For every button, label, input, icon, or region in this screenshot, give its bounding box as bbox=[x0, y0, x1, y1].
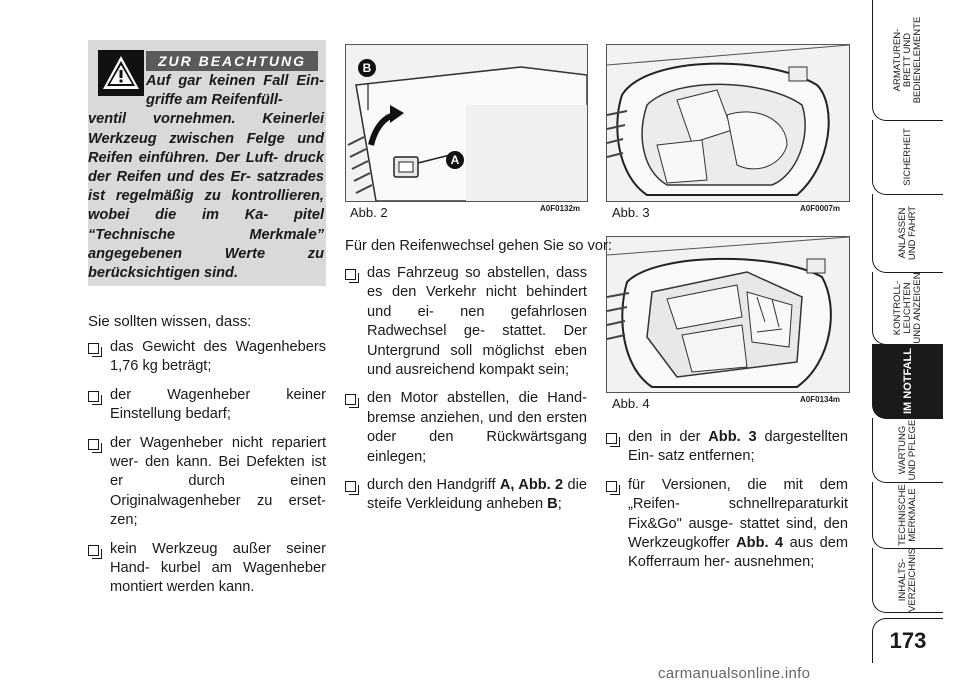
middle-list bbox=[345, 264, 587, 524]
chapter-sidebar bbox=[872, 0, 960, 692]
right-list bbox=[606, 428, 848, 582]
figure-abb2 bbox=[345, 44, 588, 202]
warning-title: ZUR BEACHTUNG bbox=[146, 51, 318, 71]
code-abb3: A0F0007m bbox=[800, 204, 841, 213]
list-item: der Wagenheber nicht repariert wer- den kann. Bei Defekten ist er durch einen Originalwagenheber zu erset- zen; bbox=[88, 434, 326, 531]
tab-inhaltsverzeichnis[interactable]: INHALTS- VERZEICHNIS bbox=[872, 548, 943, 613]
trunk-illustration-abb2 bbox=[346, 45, 587, 201]
list-item: den in der Abb. 3 dargestellten Ein- satz entfernen; bbox=[606, 428, 848, 467]
tab-technische-merkmale[interactable]: TECHNISCHE MERKMALE bbox=[872, 482, 943, 549]
page-number: 173 bbox=[872, 618, 943, 663]
trunk-insert-illustration-abb3 bbox=[607, 45, 849, 201]
middle-intro: Für den Reifenwechsel gehen Sie so vor: bbox=[345, 238, 612, 254]
tab-kontrollleuchten[interactable]: KONTROLL- LEUCHTEN UND ANZEIGEN bbox=[872, 272, 943, 345]
figure-abb4 bbox=[606, 236, 850, 393]
checkbox-bullet-icon bbox=[345, 481, 356, 492]
tab-anlassen[interactable]: ANLASSEN UND FAHRT bbox=[872, 194, 943, 273]
code-abb4: A0F0134m bbox=[800, 395, 841, 404]
tab-im-notfall[interactable]: IM NOTFALL bbox=[872, 344, 943, 419]
list-item: der Wagenheber keiner Einstellung bedarf; bbox=[88, 386, 326, 425]
list-item: das Gewicht des Wagenhebers 1,76 kg beträgt; bbox=[88, 338, 326, 377]
checkbox-bullet-icon bbox=[88, 343, 99, 354]
list-item: kein Werkzeug außer seiner Hand- kurbel am Wagenheber montiert werden kann. bbox=[88, 540, 326, 598]
warning-text bbox=[88, 72, 324, 283]
checkbox-bullet-icon bbox=[345, 394, 356, 405]
callout-b: B bbox=[358, 59, 376, 77]
checkbox-bullet-icon bbox=[345, 269, 356, 280]
warning-text-first: Auf gar keinen Fall Ein- griffe am Reifenfüll- bbox=[146, 73, 324, 109]
checkbox-bullet-icon bbox=[606, 433, 617, 444]
callout-a: A bbox=[446, 151, 464, 169]
tab-sicherheit[interactable]: SICHERHEIT bbox=[872, 120, 943, 195]
figure-abb3 bbox=[606, 44, 850, 202]
tab-wartung[interactable]: WARTUNG UND PFLEGE bbox=[872, 418, 943, 483]
checkbox-bullet-icon bbox=[88, 391, 99, 402]
list-item: das Fahrzeug so abstellen, dass es den Verkehr nicht behindert und ei- nen gefahrlosen Radwechsel ge- stattet. Der Untergrund soll möglichst eben und ausreichend kompakt sein; bbox=[345, 264, 587, 380]
caption-abb3: Abb. 3 bbox=[612, 205, 650, 220]
list-item: den Motor abstellen, die Hand- bremse anziehen, und den ersten oder den Rückwärtsgang einlegen; bbox=[345, 389, 587, 467]
checkbox-bullet-icon bbox=[88, 439, 99, 450]
list-item: durch den Handgriff A, Abb. 2 die steife Verkleidung anheben B; bbox=[345, 476, 587, 515]
caption-abb2: Abb. 2 bbox=[350, 205, 388, 220]
toolbox-illustration-abb4 bbox=[607, 237, 849, 392]
left-intro: Sie sollten wissen, dass: bbox=[88, 313, 252, 330]
tab-armaturenbrett[interactable]: ARMATUREN- BRETT UND BEDIENELEMENTE bbox=[872, 0, 943, 121]
code-abb2: A0F0132m bbox=[540, 204, 581, 213]
list-item: für Versionen, die mit dem „Reifen- schnellreparaturkit Fix&Go" ausge- stattet sind, den Werkzeugkoffer Abb. 4 aus dem Kofferraum her- ausnehmen; bbox=[606, 476, 848, 573]
watermark: carmanualsonline.info bbox=[658, 665, 811, 682]
left-list bbox=[88, 338, 326, 607]
checkbox-bullet-icon bbox=[606, 481, 617, 492]
caption-abb4: Abb. 4 bbox=[612, 396, 650, 411]
warning-text-rest: ventil vornehmen. Keinerlei Werkzeug zwischen Felge und Reifen einführen. Der Luft- druck der Reifen und des Er- satzrades ist regelmäßig zu kontrollieren, wobei die im Ka- pitel “Technische Merkmale” angegebenen Werte zu berücksichtigen sind. bbox=[88, 111, 324, 282]
checkbox-bullet-icon bbox=[88, 545, 99, 556]
